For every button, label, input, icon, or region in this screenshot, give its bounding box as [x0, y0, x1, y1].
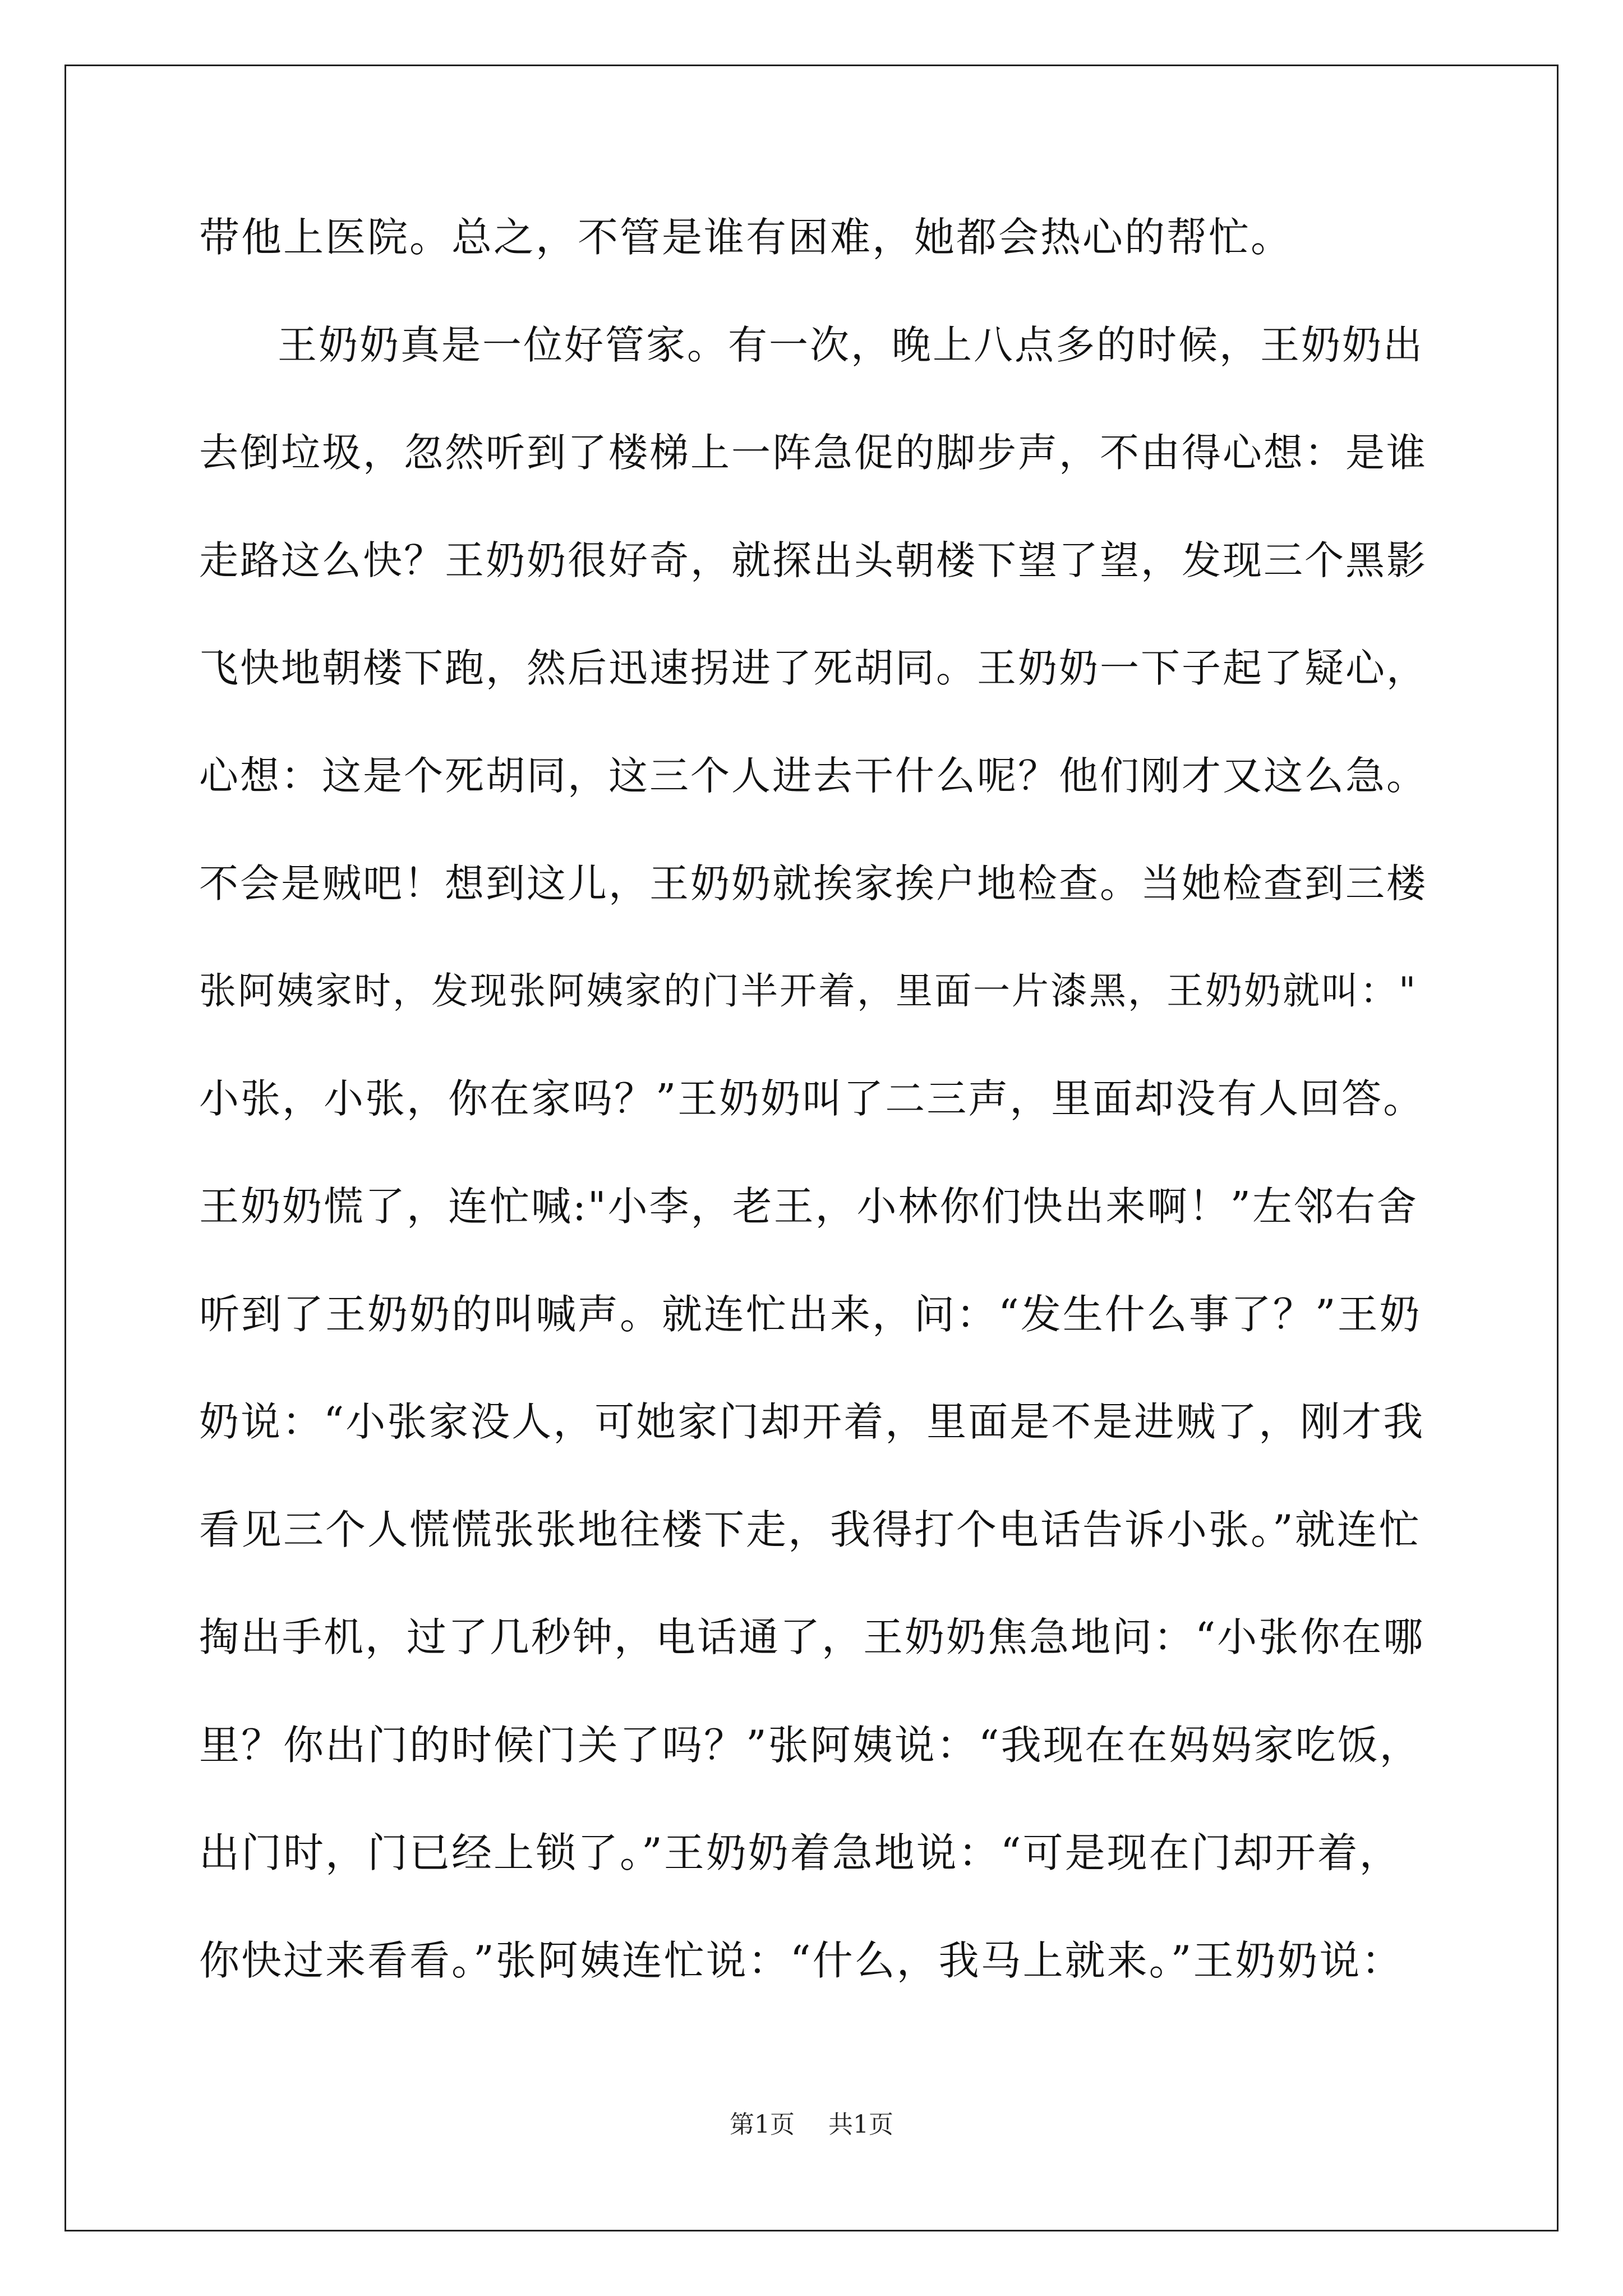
text-line-2: 王奶奶真是一位好管家。有一次，晚上八点多的时候，王奶奶出: [278, 322, 1424, 368]
text-line-6: 心想：这是个死胡同，这三个人进去干什么呢？他们刚才又这么急。: [199, 753, 1427, 799]
text-line-7: 不会是贼吧！想到这儿，王奶奶就挨家挨户地检查。当她检查到三楼: [199, 861, 1427, 907]
text-line-16: 出门时，门已经上锁了。”王奶奶着急地说：“可是现在门却开着，: [199, 1829, 1401, 1876]
text-line-13: 看见三个人慌慌张张地往楼下走，我得打个电话告诉小张。”就连忙: [199, 1506, 1421, 1553]
text-line-3: 去倒垃圾，忽然听到了楼梯上一阵急促的脚步声，不由得心想：是谁: [199, 430, 1427, 476]
text-line-5: 飞快地朝楼下跑，然后迅速拐进了死胡同。王奶奶一下子起了疑心，: [199, 645, 1427, 691]
text-line-8: 张阿姨家时，发现张阿姨家的门半开着，里面一片漆黑，王奶奶就叫：": [199, 969, 1418, 1013]
text-line-14: 掏出手机，过了几秒钟，电话通了，王奶奶焦急地问：“小张你在哪: [199, 1614, 1425, 1660]
text-line-11: 听到了王奶奶的叫喊声。就连忙出来，问：“发生什么事了？”王奶: [199, 1291, 1422, 1338]
text-line-15: 里？你出门的时候门关了吗？”张阿姨说：“我现在在妈妈家吃饭，: [199, 1722, 1422, 1769]
text-line-17: 你快过来看看。”张阿姨连忙说：“什么，我马上就来。”王奶奶说：: [199, 1937, 1404, 1984]
text-line-4: 走路这么快？王奶奶很好奇，就探出头朝楼下望了望，发现三个黑影: [199, 537, 1427, 583]
page-total: 共1页: [828, 2110, 893, 2139]
text-line-9: 小张，小张，你在家吗？”王奶奶叫了二三声，里面却没有人回答。: [199, 1075, 1425, 1122]
text-line-1: 带他上医院。总之，不管是谁有困难，她都会热心的帮忙。: [199, 214, 1293, 261]
page-border: [64, 65, 1559, 2231]
page-number: 第1页: [730, 2110, 795, 2139]
page-footer: [0, 2109, 1623, 2141]
text-line-10: 王奶奶慌了，连忙喊:"小李，老王，小林你们快出来啊！”左邻右舍: [199, 1183, 1418, 1230]
text-line-12: 奶说：“小张家没人，可她家门却开着，里面是不是进贼了，刚才我: [199, 1398, 1425, 1445]
